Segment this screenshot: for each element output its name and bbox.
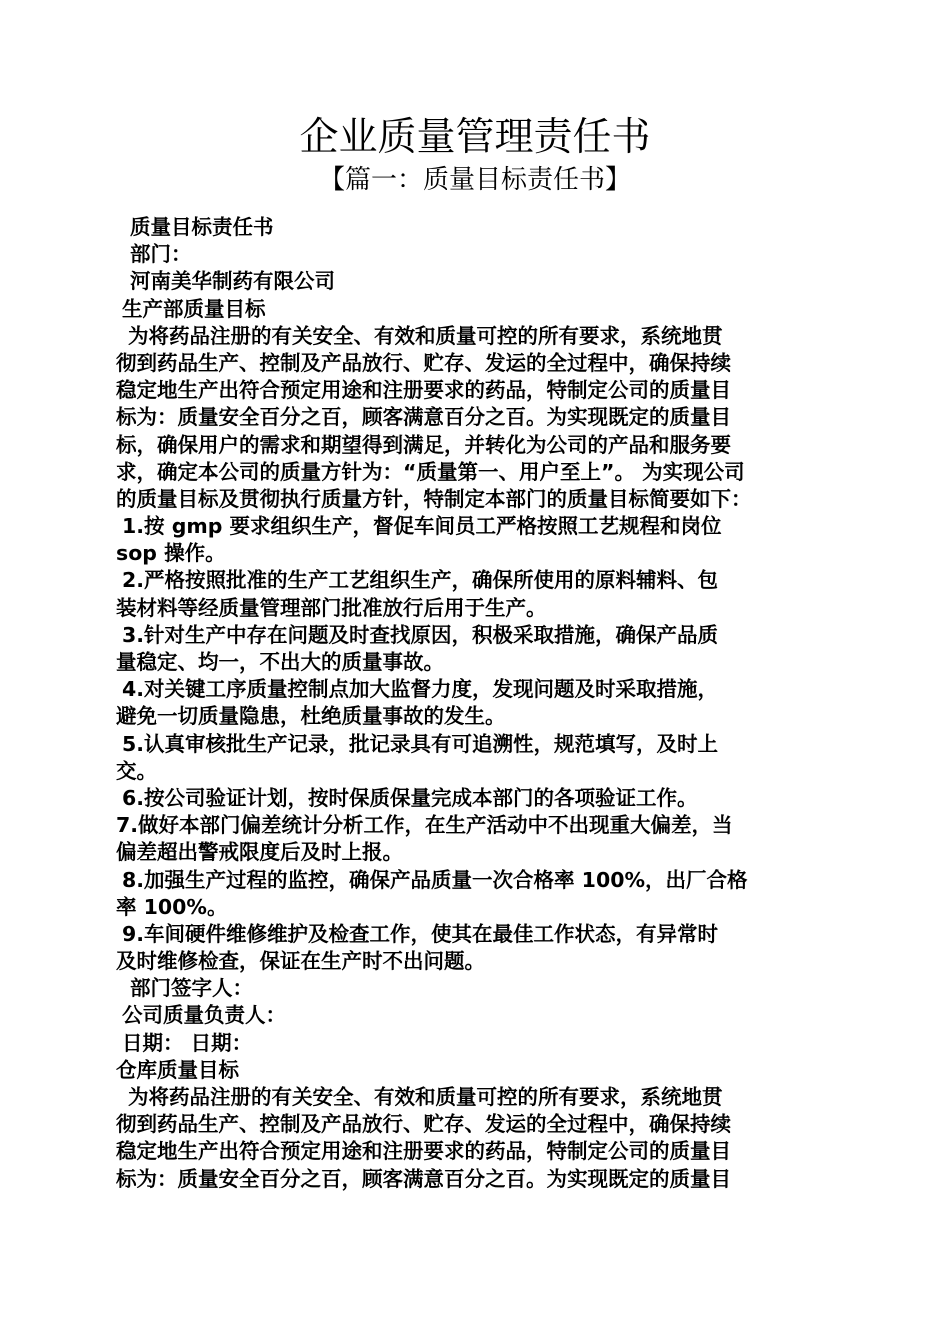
list-item-5: 5.认真审核批生产记录，批记录具有可追溯性，规范填写，及时上 <box>122 731 719 756</box>
company-name: 河南美华制药有限公司 <box>130 269 335 294</box>
list-item-3: 3.针对生产中存在问题及时查找原因，积极采取措施，确保产品质 <box>122 622 719 647</box>
paragraph-line: 的质量目标及贯彻执行质量方针，特制定本部门的质量目标简要如下： <box>116 486 752 511</box>
list-item-9-cont: 及时维修检查，保证在生产时不出问题。 <box>116 949 485 974</box>
paragraph-line: 为将药品注册的有关安全、有效和质量可控的所有要求，系统地贯 <box>128 1085 723 1109</box>
section-heading-production: 生产部质量目标 <box>122 296 266 321</box>
list-item-4-cont: 避免一切质量隐患，杜绝质量事故的发生。 <box>116 704 506 729</box>
list-item-6: 6.按公司验证计划，按时保质保量完成本部门的各项验证工作。 <box>122 785 698 810</box>
list-item-7-cont: 偏差超出警戒限度后及时上报。 <box>116 840 403 865</box>
paragraph-line: 标为：质量安全百分之百，顾客满意百分之百。为实现既定的质量目 <box>116 1166 731 1191</box>
paragraph-line: 彻到药品生产、控制及产品放行、贮存、发运的全过程中，确保持续 <box>116 1112 731 1137</box>
paragraph-line: 稳定地生产出符合预定用途和注册要求的药品，特制定公司的质量目 <box>116 1139 731 1164</box>
list-item-3-cont: 量稳定、均一，不出大的质量事故。 <box>116 650 444 674</box>
section-heading-responsibility: 质量目标责任书 <box>130 215 274 239</box>
document-body <box>116 214 842 1193</box>
list-item-2: 2.严格按照批准的生产工艺组织生产，确保所使用的原料辅料、包 <box>122 568 719 593</box>
quality-manager-signature: 公司质量负责人： <box>122 1003 286 1028</box>
list-item-1-cont: sop 操作。 <box>116 541 226 566</box>
paragraph-line: 为将药品注册的有关安全、有效和质量可控的所有要求，系统地贯 <box>128 323 723 348</box>
list-item-8-cont: 率 100%。 <box>116 894 228 919</box>
list-item-1: 1.按 gmp 要求组织生产，督促车间员工严格按照工艺规程和岗位 <box>122 514 722 539</box>
document-subtitle: 【篇一：质量目标责任书】 <box>318 165 631 195</box>
paragraph-line: 彻到药品生产、控制及产品放行、贮存、发运的全过程中，确保持续 <box>116 350 731 375</box>
date-fields: 日期： 日期： <box>122 1030 253 1055</box>
list-item-4: 4.对关键工序质量控制点加大监督力度，发现问题及时采取措施， <box>122 677 719 702</box>
paragraph-line: 求，确定本公司的质量方针为：“质量第一、用户至上”。 为实现公司 <box>116 459 745 484</box>
list-item-9: 9.车间硬件维修维护及检查工作，使其在最佳工作状态，有异常时 <box>122 921 719 946</box>
department-label: 部门： <box>130 242 192 267</box>
list-item-8: 8.加强生产过程的监控，确保产品质量一次合格率 100%，出厂合格 <box>122 867 748 892</box>
paragraph-line: 稳定地生产出符合预定用途和注册要求的药品，特制定公司的质量目 <box>116 378 731 403</box>
paragraph-line: 标，确保用户的需求和期望得到满足，并转化为公司的产品和服务要 <box>116 432 731 457</box>
paragraph-line: 标为：质量安全百分之百，顾客满意百分之百。为实现既定的质量目 <box>116 405 731 430</box>
list-item-5-cont: 交。 <box>116 758 157 783</box>
department-signature: 部门签字人： <box>130 976 253 1001</box>
section-heading-warehouse: 仓库质量目标 <box>116 1057 239 1082</box>
document-title: 企业质量管理责任书 <box>299 115 651 160</box>
list-item-2-cont: 装材料等经质量管理部门批准放行后用于生产。 <box>116 595 547 620</box>
list-item-7: 7.做好本部门偏差统计分析工作，在生产活动中不出现重大偏差，当 <box>116 813 733 838</box>
